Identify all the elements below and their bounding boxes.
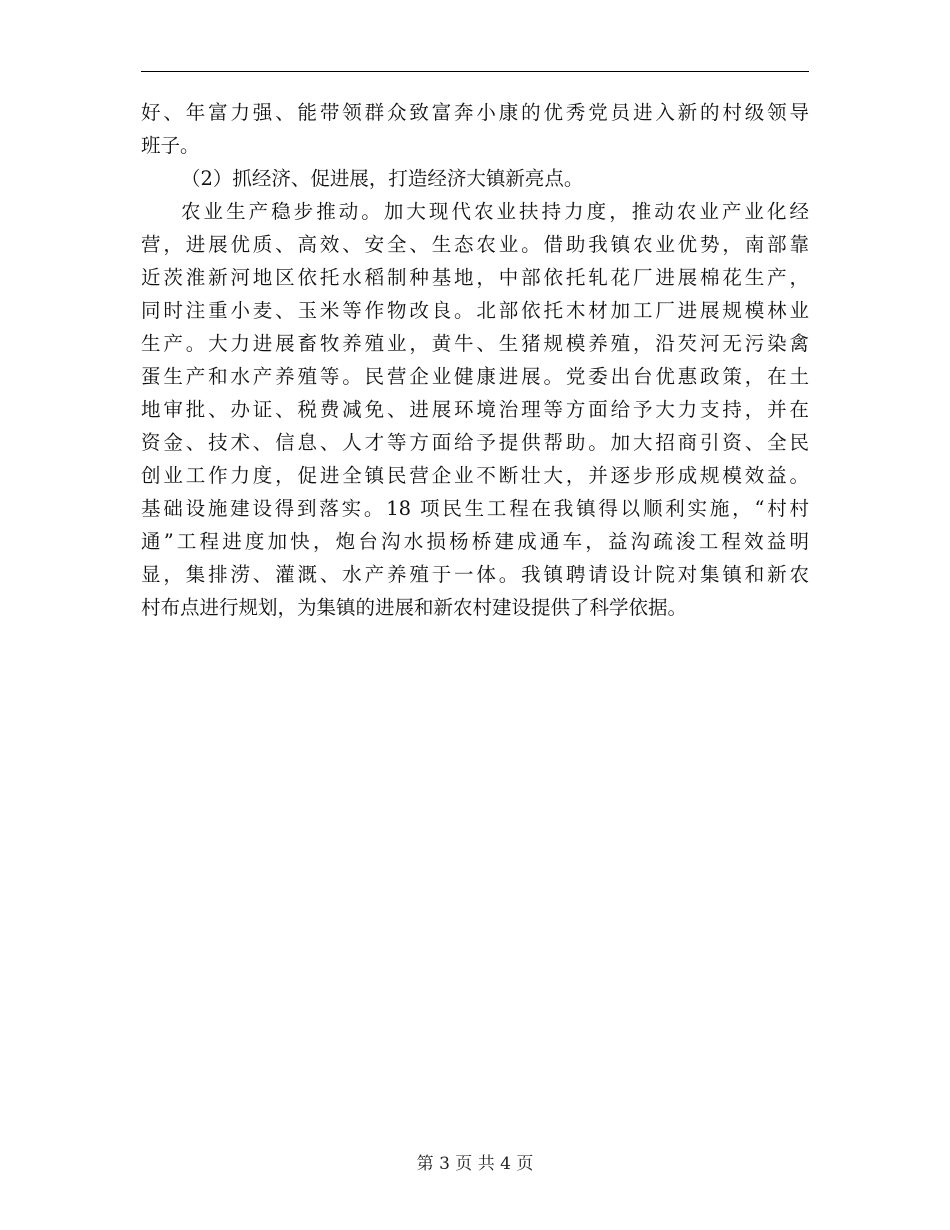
text-line: 营，进展优质、高效、安全、生态农业。借助我镇农业优势，南部靠 — [141, 233, 809, 256]
text-line: 同时注重小麦、玉米等作物改良。北部依托木材加工厂进展规模林业 — [141, 299, 809, 322]
text-line: 创业工作力度，促进全镇民营企业不断壮大，并逐步形成规模效益。 — [141, 464, 809, 487]
text-line: 村布点进行规划，为集镇的进展和新农村建设提供了科学依据。 — [141, 596, 688, 619]
text-line: 通”工程进度加快，炮台沟水损杨桥建成通车，益沟疏浚工程效益明 — [141, 530, 809, 553]
text-line: 资金、技术、信息、人才等方面给予提供帮助。加大招商引资、全民 — [141, 431, 809, 454]
header-rule — [141, 71, 809, 72]
section-heading: （2）抓经济、促进展，打造经济大镇新亮点。 — [181, 167, 584, 190]
text-line: 地审批、办证、税费减免、进展环境治理等方面给予大力支持，并在 — [141, 398, 809, 421]
text-line: 基础设施建设得到落实。18 项民生工程在我镇得以顺利实施，“村村 — [141, 497, 809, 520]
text-line: 显，集排涝、灌溉、水产养殖于一体。我镇聘请设计院对集镇和新农 — [141, 563, 809, 586]
document-body — [141, 96, 809, 624]
text-line: 班子。 — [141, 134, 200, 157]
text-line: 生产。大力进展畜牧养殖业，黄牛、生猪规模养殖，沿芡河无污染禽 — [141, 332, 809, 355]
text-line: 蛋生产和水产养殖等。民营企业健康进展。党委出台优惠政策，在土 — [141, 365, 809, 388]
text-line: 农业生产稳步推动。加大现代农业扶持力度，推动农业产业化经 — [181, 200, 809, 223]
text-line: 好、年富力强、能带领群众致富奔小康的优秀党员进入新的村级领导 — [141, 101, 809, 124]
page-number: 第 3 页 共 4 页 — [416, 1154, 534, 1174]
text-line: 近茨淮新河地区依托水稻制种基地，中部依托轧花厂进展棉花生产， — [141, 266, 809, 289]
